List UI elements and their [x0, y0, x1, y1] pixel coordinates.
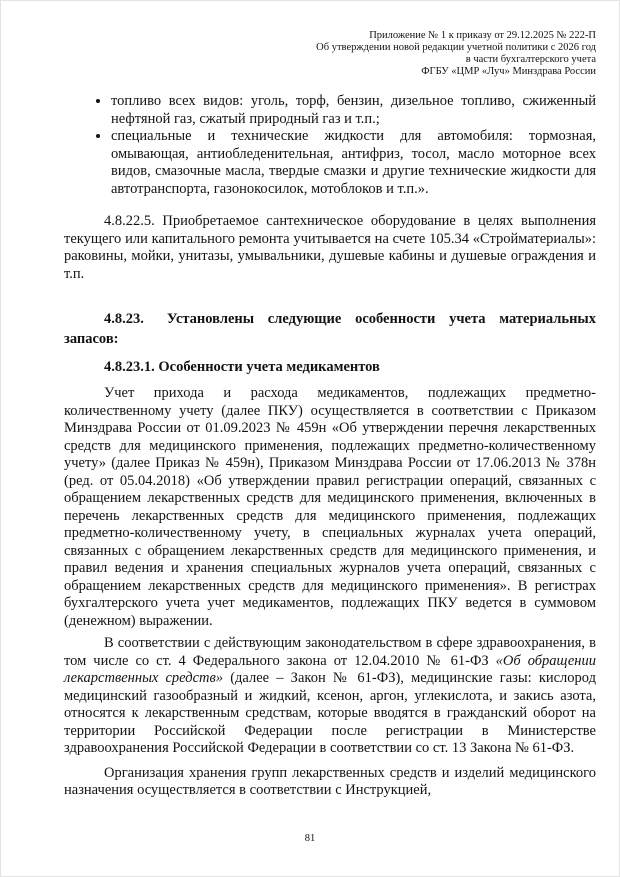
paragraph-storage-organization: Организация хранения групп лекарственных средств и изделий медицинского назначения осуществляется в соответствии с Инструкцией, [64, 764, 596, 798]
heading-4-8-23 [64, 309, 596, 349]
header-line-appendix: Приложение № 1 к приказу от 29.12.2025 № 222-П [369, 30, 596, 41]
bullet-item-fuel: • топливо всех видов: уголь, торф, бензин, дизельное топливо, сжиженный нефтяной газ, сжатый природный газ и т.п.; [111, 93, 596, 128]
bullet-item-fluids: • специальные и технические жидкости для автомобиля: тормозная, омывающая, антиобледенительная, антифриз, тосол, масло моторное всех видов, смазочные масла, твердые смазки и другие технические жидкости для автотранспорта, газонокосилок, мотоблоков и т.п.». [111, 128, 596, 198]
header-line-organization: ФГБУ «ЦМР «Луч» Минздрава России [421, 66, 596, 77]
paragraph-medications-accounting: Учет прихода и расхода медикаментов, подлежащих предметно-количественному учету (далее ПКУ) осуществляется в соответствии с Приказом Минздрава России от 01.09.2023 № 459н «Об утверждении перечня лекарственных средств для медицинского применения, подлежащих предметно-количественному учету» (далее Приказ № 459н), Приказом Минздрава России от 17.06.2013 № 378н (ред. от 05.04.2018) «Об утверждении правил регистрации операций, связанных с обращением лекарственных средств для медицинского применения, включенных в перечень лекарственных средств для медицинского применения, подлежащих предметно-количественному учету, в специальных журналах учета операций, связанных с обращением лекарственных средств для медицинского применения, и правил ведения и хранения специальных журналов учета операций, связанных с обращением лекарственных средств для медицинского применения». В регистрах бухгалтерского учета учет медикаментов, подлежащих ПКУ ведется в суммовом (денежном) выражении. [64, 385, 596, 629]
paragraph-medical-gases [64, 635, 596, 758]
heading-4-8-23-number: 4.8.23. [104, 311, 144, 327]
bullet-list [64, 93, 596, 198]
page-footer [1, 833, 619, 845]
header-line-approval: Об утверждении новой редакции учетной политики с 2026 год [316, 42, 596, 53]
heading-4-8-23-text: Установлены следующие особенности учета материальных запасов: [64, 311, 596, 347]
paragraph-4-8-22-5: 4.8.22.5. Приобретаемое сантехническое оборудование в целях выполнения текущего или капитального ремонта учитывается на счете 105.34 «Стройматериалы»: раковины, мойки, унитазы, умывальники, душевые кабины и душевые ограждения и т.п. [64, 213, 596, 282]
law-title-italic: «Об обращении лекарственных средств» [64, 652, 596, 686]
medical-gases-text-before: В соответствии с действующим законодательством в сфере здравоохранения, в том числе со ст. 4 Федерального закона от 12.04.2010 № 61-ФЗ [64, 635, 596, 669]
document-header [64, 30, 596, 78]
header-line-accounting: в части бухгалтерского учета [465, 54, 596, 65]
document-body [64, 93, 596, 800]
page-number: 81 [304, 833, 316, 844]
medical-gases-text-after: (далее – Закон № 61-ФЗ), медицинские газы: кислород медицинский газообразный и жидкий, ксенон, аргон, углекислота, и закись азота, относятся к лекарственным средствам, которые вводятся в гражданский оборот на территории Российской Федерации после регистрации в Министерстве здравоохранения Российской Федерации в соответствии со ст. 13 Закона № 61-ФЗ. [64, 670, 597, 756]
heading-4-8-23-1: 4.8.23.1. Особенности учета медикаментов [104, 359, 380, 375]
